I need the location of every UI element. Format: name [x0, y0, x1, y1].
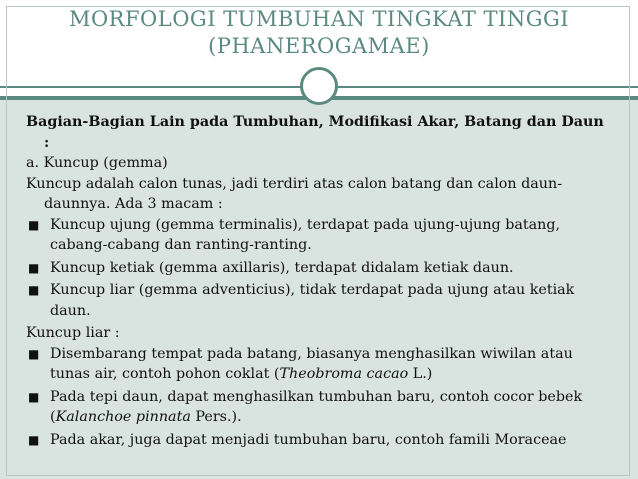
list-item-text-part: Pers.).: [190, 409, 242, 425]
list-item-text: Kuncup ketiak (gemma axillaris), terdapat didalam ketiak daun.: [50, 259, 514, 276]
filled-square-bullet-icon: ■: [28, 260, 40, 275]
species-name: Theobroma cacao: [279, 366, 409, 382]
section-heading: Bagian-Bagian Lain pada Tumbuhan, Modifikasi Akar, Batang dan Daun :: [26, 114, 604, 151]
subheading: a. Kuncup (gemma): [26, 155, 168, 171]
second-list-label: Kuncup liar :: [26, 325, 120, 341]
filled-square-bullet-icon: ■: [28, 346, 40, 361]
filled-square-bullet-icon: ■: [28, 283, 40, 297]
intro-paragraph: Kuncup adalah calon tunas, jadi terdiri atas calon batang dan calon daun-daunnya. Ada 3 macam :: [26, 175, 563, 212]
slide-title-line-1: MORFOLOGI TUMBUHAN TINGKAT TINGGI: [68, 7, 570, 31]
list-item-text-part: Disembarang tempat pada batang, biasanya menghasilkan wiwilan atau tunas air, contoh pohon coklat (: [50, 345, 573, 382]
list-item-text-part: L.): [408, 366, 433, 382]
filled-square-bullet-icon: ■: [28, 217, 40, 232]
list-item-text-part: Pada tepi daun, dapat menghasilkan tumbuhan baru, contoh cocor bebek (: [50, 388, 583, 425]
species-name: Kalanchoe pinnata: [55, 409, 191, 425]
filled-square-bullet-icon: ■: [28, 432, 40, 447]
list-item-text: Pada akar, juga dapat menjadi tumbuhan baru, contoh famili Moraceae: [50, 431, 567, 448]
filled-square-bullet-icon: ■: [28, 389, 40, 404]
slide-frame: [6, 6, 630, 476]
list-item-text: Kuncup ujung (gemma terminalis), terdapat pada ujung-ujung batang, cabang-cabang dan ranting-ranting.: [50, 216, 561, 253]
list-item-text: Kuncup liar (gemma adventicius), tidak terdapat pada ujung atau ketiak daun.: [50, 282, 575, 319]
slide-title-line-2: (PHANEROGAMAE): [208, 34, 430, 58]
